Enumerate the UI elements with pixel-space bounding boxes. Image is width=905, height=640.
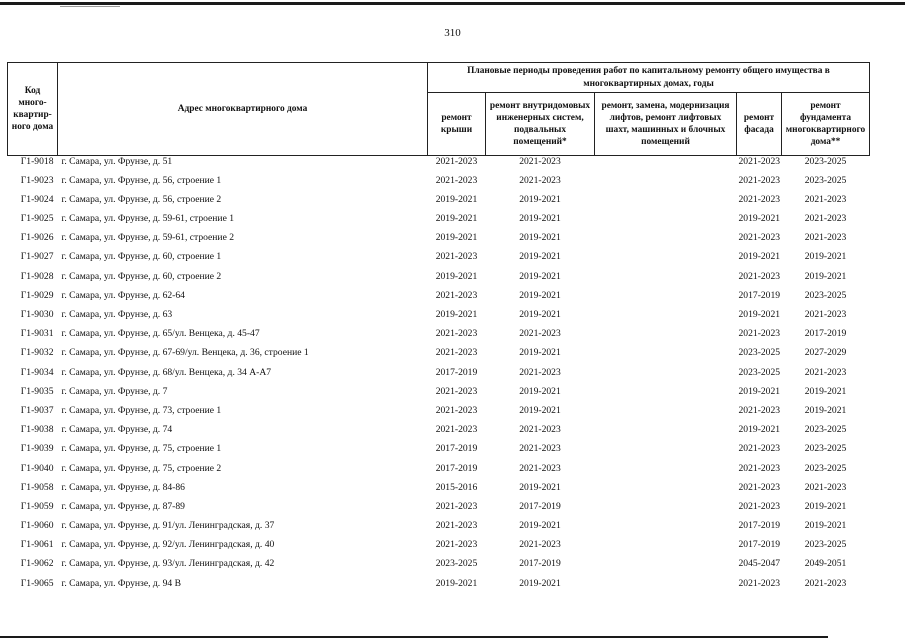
cell-foundation: 2021-2023 [804,577,847,589]
cell-systems: 2017-2019 [519,558,561,570]
table-row [8,213,870,232]
cell-elevators [595,232,737,251]
cell-code: Г1-9034 [20,366,54,378]
cell-roof: 2021-2023 [435,520,478,532]
cell-foundation: 2019-2021 [804,385,847,397]
table-row [8,156,870,175]
cell-systems: 2019-2021 [519,404,561,416]
table-row [8,443,870,462]
cell-code: Г1-9031 [20,328,54,340]
cell-systems: 2019-2021 [519,232,561,244]
header-facade: ремонт фасада [737,93,782,156]
cell-address: г. Самара, ул. Фрунзе, д. 92/ул. Ленинградская, д. 40 [61,539,275,551]
cell-address: г. Самара, ул. Фрунзе, д. 91/ул. Ленинградская, д. 37 [61,520,275,532]
cell-code: Г1-9028 [20,270,54,282]
cell-systems: 2019-2021 [519,289,561,301]
cell-foundation: 2049-2051 [804,558,847,570]
cell-facade: 2019-2021 [738,213,781,225]
cell-facade: 2023-2025 [738,347,781,359]
header-systems: ремонт внутридомовых инженерных систем, подвальных помещений* [486,93,595,156]
cell-elevators [595,194,737,213]
cell-code: Г1-9062 [20,558,54,570]
cell-roof: 2021-2023 [435,156,478,167]
cell-systems: 2021-2023 [519,174,561,186]
cell-systems: 2017-2019 [519,500,561,512]
cell-foundation: 2019-2021 [804,500,847,512]
cell-roof: 2021-2023 [435,289,478,301]
cell-systems: 2021-2023 [519,366,561,378]
cell-systems: 2021-2023 [519,539,561,551]
cell-facade: 2021-2023 [738,462,781,474]
cell-code: Г1-9035 [20,385,54,397]
header-periods-group: Плановые периоды проведения работ по капитальному ремонту общего имущества в многоквартирных домах, годы [428,63,870,93]
table-row [8,405,870,424]
cell-facade: 2019-2021 [738,424,781,436]
cell-code: Г1-9030 [20,309,54,320]
cell-elevators [595,290,737,309]
table-row [8,232,870,251]
cell-address: г. Самара, ул. Фрунзе, д. 84-86 [61,481,185,493]
cell-roof: 2021-2023 [435,539,478,551]
cell-facade: 2019-2021 [738,309,781,320]
cell-facade: 2021-2023 [738,174,781,186]
cell-code: Г1-9018 [20,156,54,167]
cell-facade: 2021-2023 [738,443,781,455]
cell-facade: 2021-2023 [738,328,781,340]
cell-facade: 2019-2021 [738,251,781,263]
cell-foundation: 2023-2025 [804,289,847,301]
cell-elevators [595,271,737,290]
cell-facade: 2017-2019 [738,520,781,532]
cell-address: г. Самара, ул. Фрунзе, д. 59-61, строение 2 [61,232,235,244]
cell-systems: 2019-2021 [519,213,561,225]
cell-roof: 2023-2025 [435,558,478,570]
cell-systems: 2019-2021 [519,309,561,320]
cell-elevators [595,443,737,462]
cell-address: г. Самара, ул. Фрунзе, д. 94 В [61,577,181,589]
cell-elevators [595,251,737,270]
cell-facade: 2017-2019 [738,539,781,551]
cell-foundation: 2023-2025 [804,443,847,455]
cell-facade: 2045-2047 [738,558,781,570]
cell-foundation: 2021-2023 [804,232,847,244]
table-row [8,290,870,309]
cell-elevators [595,424,737,443]
table-row [8,520,870,539]
table-row [8,328,870,347]
cell-facade: 2021-2023 [738,404,781,416]
cell-roof: 2021-2023 [435,174,478,186]
cell-roof: 2021-2023 [435,347,478,359]
table-row [8,578,870,597]
cell-address: г. Самара, ул. Фрунзе, д. 93/ул. Ленинградская, д. 42 [61,558,275,570]
cell-elevators [595,405,737,424]
cell-elevators [595,347,737,366]
cell-elevators [595,558,737,577]
cell-code: Г1-9061 [20,539,54,551]
cell-roof: 2019-2021 [435,232,478,244]
cell-facade: 2021-2023 [738,577,781,589]
cell-foundation: 2023-2025 [804,539,847,551]
table-row [8,424,870,443]
cell-address: г. Самара, ул. Фрунзе, д. 74 [61,424,173,436]
header-elevators: ремонт, замена, модернизация лифтов, ремонт лифтовых шахт, машинных и блочных помещений [595,93,737,156]
cell-roof: 2021-2023 [435,404,478,416]
table-row [8,271,870,290]
cell-facade: 2017-2019 [738,289,781,301]
table-row [8,558,870,577]
cell-facade: 2023-2025 [738,366,781,378]
cell-elevators [595,213,737,232]
cell-address: г. Самара, ул. Фрунзе, д. 60, строение 1 [61,251,222,263]
cell-foundation: 2021-2023 [804,366,847,378]
cell-systems: 2019-2021 [519,481,561,493]
cell-foundation: 2027-2029 [804,347,847,359]
cell-roof: 2017-2019 [435,462,478,474]
cell-facade: 2021-2023 [738,232,781,244]
header-foundation: ремонт фундамента многоквартирного дома** [782,93,870,156]
bottom-rule [0,636,828,638]
cell-systems: 2019-2021 [519,251,561,263]
table-row [8,539,870,558]
cell-elevators [595,463,737,482]
cell-roof: 2019-2021 [435,577,478,589]
cell-address: г. Самара, ул. Фрунзе, д. 63 [61,309,173,320]
cell-address: г. Самара, ул. Фрунзе, д. 56, строение 2 [61,193,222,205]
cell-elevators [595,482,737,501]
table-row [8,386,870,405]
table-row [8,501,870,520]
cell-elevators [595,520,737,539]
capital-repair-table [7,62,870,597]
cell-code: Г1-9032 [20,347,54,359]
cell-code: Г1-9023 [20,174,54,186]
cell-facade: 2019-2021 [738,385,781,397]
cell-elevators [595,156,737,175]
cell-systems: 2021-2023 [519,156,561,167]
cell-foundation: 2019-2021 [804,270,847,282]
cell-roof: 2015-2016 [435,481,478,493]
cell-code: Г1-9060 [20,520,54,532]
cell-foundation: 2019-2021 [804,251,847,263]
cell-roof: 2021-2023 [435,328,478,340]
cell-systems: 2019-2021 [519,385,561,397]
cell-elevators [595,539,737,558]
cell-foundation: 2017-2019 [804,328,847,340]
cell-foundation: 2019-2021 [804,520,847,532]
cell-systems: 2019-2021 [519,270,561,282]
cell-foundation: 2021-2023 [804,481,847,493]
cell-code: Г1-9024 [20,193,54,205]
cell-code: Г1-9029 [20,289,54,301]
cell-address: г. Самара, ул. Фрунзе, д. 73, строение 1 [61,404,222,416]
cell-roof: 2019-2021 [435,193,478,205]
cell-address: г. Самара, ул. Фрунзе, д. 51 [61,156,173,167]
table-row [8,251,870,270]
cell-foundation: 2019-2021 [804,404,847,416]
cell-systems: 2021-2023 [519,328,561,340]
cell-code: Г1-9025 [20,213,54,225]
cell-systems: 2019-2021 [519,347,561,359]
cell-facade: 2021-2023 [738,500,781,512]
cell-code: Г1-9065 [20,577,54,589]
cell-systems: 2021-2023 [519,443,561,455]
cell-code: Г1-9037 [20,404,54,416]
cell-address: г. Самара, ул. Фрунзе, д. 59-61, строение 1 [61,213,235,225]
cell-facade: 2021-2023 [738,481,781,493]
table-row [8,347,870,366]
cell-systems: 2021-2023 [519,462,561,474]
cell-systems: 2019-2021 [519,520,561,532]
cell-address: г. Самара, ул. Фрунзе, д. 67-69/ул. Венцека, д. 36, строение 1 [61,347,309,359]
header-address: Адрес многоквартирного дома [58,63,428,156]
cell-roof: 2019-2021 [435,270,478,282]
cell-facade: 2021-2023 [738,193,781,205]
cell-code: Г1-9027 [20,251,54,263]
top-rule [0,2,905,5]
cell-elevators [595,175,737,194]
cell-facade: 2021-2023 [738,270,781,282]
cell-roof: 2019-2021 [435,309,478,320]
cell-code: Г1-9058 [20,481,54,493]
cell-systems: 2019-2021 [519,577,561,589]
table-row [8,482,870,501]
cell-roof: 2021-2023 [435,251,478,263]
cell-address: г. Самара, ул. Фрунзе, д. 65/ул. Венцека, д. 45-47 [61,328,260,340]
cell-elevators [595,367,737,386]
cell-roof: 2017-2019 [435,366,478,378]
cell-foundation: 2023-2025 [804,424,847,436]
cell-elevators [595,386,737,405]
header-code: Код много-квартир-ного дома [8,63,58,156]
cell-foundation: 2023-2025 [804,462,847,474]
cell-address: г. Самара, ул. Фрунзе, д. 87-89 [61,500,185,512]
cell-roof: 2019-2021 [435,213,478,225]
cell-address: г. Самара, ул. Фрунзе, д. 60, строение 2 [61,270,222,282]
cell-code: Г1-9040 [20,462,54,474]
cell-address: г. Самара, ул. Фрунзе, д. 75, строение 1 [61,443,222,455]
cell-elevators [595,578,737,597]
cell-foundation: 2021-2023 [804,309,847,320]
cell-code: Г1-9039 [20,443,54,455]
cell-roof: 2017-2019 [435,443,478,455]
cell-code: Г1-9059 [20,500,54,512]
cell-address: г. Самара, ул. Фрунзе, д. 56, строение 1 [61,174,222,186]
cell-elevators [595,309,737,328]
cell-roof: 2021-2023 [435,424,478,436]
cell-code: Г1-9026 [20,232,54,244]
header-roof: ремонт крыши [428,93,486,156]
cell-systems: 2019-2021 [519,193,561,205]
table-row [8,175,870,194]
cell-roof: 2021-2023 [435,385,478,397]
cell-elevators [595,501,737,520]
table-row [8,309,870,328]
cell-foundation: 2021-2023 [804,213,847,225]
table-row [8,367,870,386]
cell-facade: 2021-2023 [738,156,781,167]
cell-foundation: 2023-2025 [804,156,847,167]
cell-elevators [595,328,737,347]
cell-roof: 2021-2023 [435,500,478,512]
table-header [8,63,870,156]
page-number: 310 [444,27,461,39]
cell-address: г. Самара, ул. Фрунзе, д. 68/ул. Венцека, д. 34 А-А7 [61,366,272,378]
top-rule-accent [60,6,120,7]
cell-address: г. Самара, ул. Фрунзе, д. 7 [61,385,168,397]
cell-foundation: 2021-2023 [804,193,847,205]
cell-address: г. Самара, ул. Фрунзе, д. 62-64 [61,289,185,301]
cell-foundation: 2023-2025 [804,174,847,186]
table-row [8,463,870,482]
cell-code: Г1-9038 [20,424,54,436]
table-body [8,156,870,597]
table-row [8,194,870,213]
cell-address: г. Самара, ул. Фрунзе, д. 75, строение 2 [61,462,222,474]
cell-systems: 2021-2023 [519,424,561,436]
